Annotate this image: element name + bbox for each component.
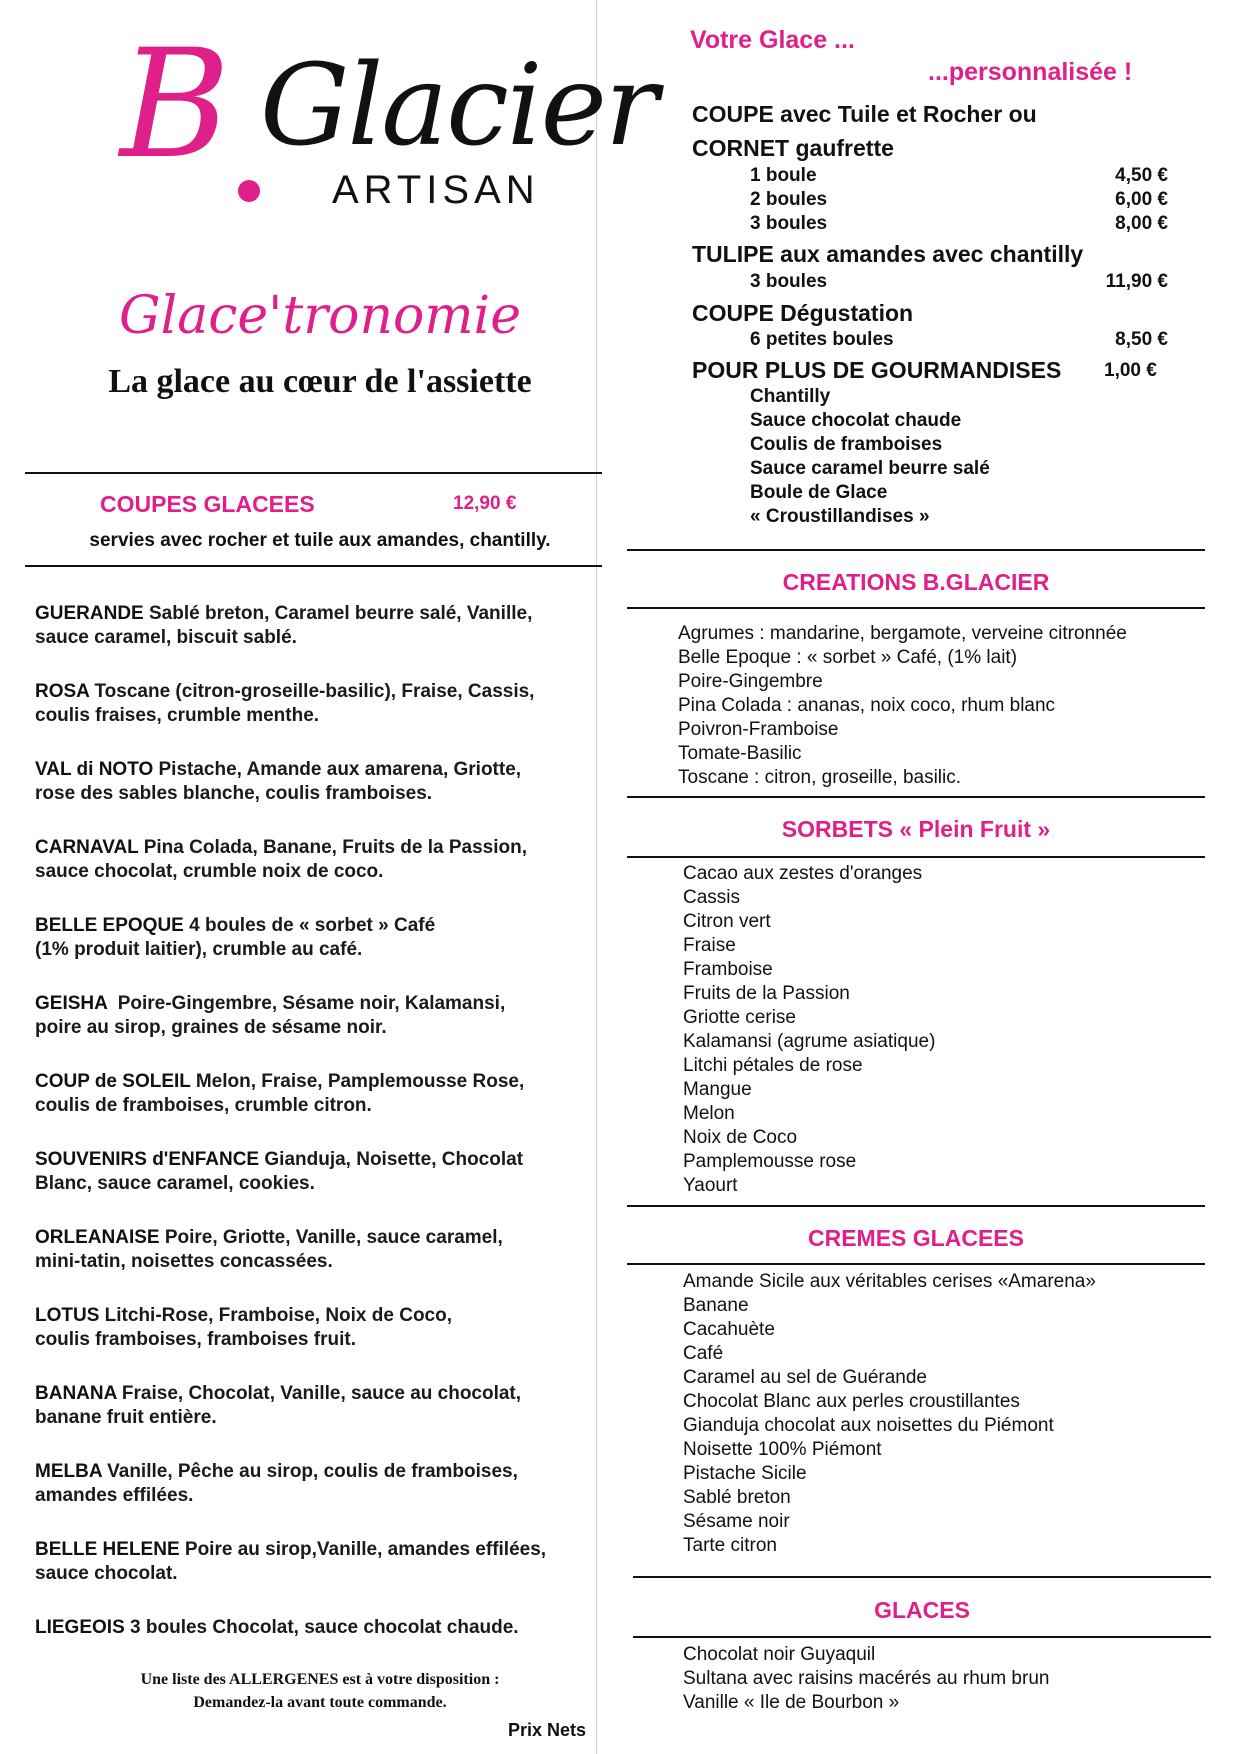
price-row [750,165,1168,187]
logo-letter-b: B [120,18,231,192]
creme-item: Noisette 100% Piémont [683,1439,882,1460]
coupe-item-line-1 [35,1304,615,1328]
creme-item: Sablé breton [683,1487,791,1508]
sorbet-item: Noix de Coco [683,1127,798,1148]
divider [627,796,1205,798]
creme-item: Chocolat Blanc aux perles croustillantes [683,1391,1020,1412]
coupe-item-line-1 [35,914,615,938]
coupe-item [35,836,615,884]
creme-item: Amande Sicile aux véritables cerises «Amarena» [683,1271,1096,1292]
coupe-item-line-1 [35,1148,615,1172]
price-row [750,271,1168,293]
coupe-item [35,1460,615,1508]
coupe-name: GEISHA [35,993,108,1014]
coupe-name: COUP de SOLEIL [35,1071,191,1092]
gourmandise-item: Coulis de framboises [750,434,943,455]
coupes-price: 12,90 € [453,493,517,514]
coupe-heading: COUPE avec Tuile et Rocher ou [692,101,1037,127]
coupe-item [35,1538,615,1586]
degustation-heading: COUPE Dégustation [692,300,914,326]
coupe-name: LIEGEOIS [35,1617,125,1638]
coupe-desc-line-2: coulis framboises, framboises fruit. [35,1329,356,1350]
coupe-name: BANANA [35,1383,117,1404]
coupe-desc-line-2: sauce chocolat, crumble noix de coco. [35,861,384,882]
coupes-title: COUPES GLACEES [100,491,315,517]
coupe-desc: 4 boules de « sorbet » Café [183,915,436,936]
coupe-item [35,1070,615,1118]
coupe-desc: Pina Colada, Banane, Fruits de la Passion, [138,837,528,858]
coupe-desc-line-2: amandes effilées. [35,1485,194,1506]
price-value: 6,00 € [1115,189,1168,210]
price-label: 3 boules [750,271,828,292]
creme-item: Caramel au sel de Guérande [683,1367,927,1388]
price-row [750,213,1168,235]
sorbet-item: Pamplemousse rose [683,1151,857,1172]
creme-item: Pistache Sicile [683,1463,807,1484]
price-value: 11,90 € [1105,271,1168,292]
logo-dot [238,180,260,202]
gourmandise-item: Sauce caramel beurre salé [750,458,990,479]
divider [627,607,1205,609]
gourmandise-item: Boule de Glace [750,482,888,503]
coupe-item-line-1 [35,602,615,626]
coupe-item [35,914,615,962]
price-value: 4,50 € [1115,165,1168,186]
glacetronomie-title: Glace'tronomie [119,286,521,346]
sorbet-item: Cacao aux zestes d'oranges [683,863,923,884]
coupe-item-line-1 [35,1616,615,1640]
sorbets-title: SORBETS « Plein Fruit » [781,816,1051,842]
cornet-heading: CORNET gaufrette [692,135,894,161]
coupe-desc: Poire, Griotte, Vanille, sauce caramel, [159,1227,503,1248]
logo-glacier: Glacier [260,41,657,171]
coupe-item-line-1 [35,836,615,860]
sorbet-item: Mangue [683,1079,752,1100]
divider [25,472,602,474]
sorbet-item: Yaourt [683,1175,738,1196]
creme-item: Gianduja chocolat aux noisettes du Piémont [683,1415,1054,1436]
gourmandises-list [750,385,990,529]
gourmandises-heading: POUR PLUS DE GOURMANDISES [692,357,1062,383]
price-label: 6 petites boules [750,329,894,350]
glaces-title: GLACES [874,1597,970,1623]
coupe-item-line-1 [35,680,615,704]
prix-nets: Prix Nets [508,1720,587,1740]
coupe-name: BELLE EPOQUE [35,915,184,936]
divider [627,549,1205,551]
coupe-item [35,602,615,650]
sorbet-item: Litchi pétales de rose [683,1055,863,1076]
creme-item: Cacahuète [683,1319,775,1340]
coupe-item-line-1 [35,758,615,782]
coupe-name: BELLE HELENE [35,1539,180,1560]
divider [633,1636,1211,1638]
sorbet-item: Fruits de la Passion [683,983,850,1004]
coupe-desc: Pistache, Amande aux amarena, Griotte, [153,759,522,780]
votre-glace-title: Votre Glace ... [690,26,855,54]
coupe-name: CARNAVAL [35,837,139,858]
divider [627,1205,1205,1207]
gourmandise-item: « Croustillandises » [750,506,930,527]
coupe-desc-line-2: sauce caramel, biscuit sablé. [35,627,297,648]
creation-item: Belle Epoque : « sorbet » Café, (1% lait) [678,647,1018,668]
coupe-item-line-1 [35,1538,615,1562]
creation-item: Tomate-Basilic [678,743,802,764]
allergens-notice [0,1668,640,1714]
coupe-item-line-1 [35,1226,615,1250]
coupe-name: ORLEANAISE [35,1227,160,1248]
cremes-title: CREMES GLACEES [808,1225,1024,1251]
sorbet-item: Citron vert [683,911,771,932]
coupe-desc-line-2: mini-tatin, noisettes concassées. [35,1251,333,1272]
coupe-name: LOTUS [35,1305,100,1326]
coupe-desc: Melon, Fraise, Pamplemousse Rose, [190,1071,525,1092]
creme-item: Tarte citron [683,1535,777,1556]
sorbets-list [683,862,935,1198]
price-label: 1 boule [750,165,817,186]
sorbet-item: Griotte cerise [683,1007,796,1028]
coupe-item-line-1 [35,992,615,1016]
coupe-desc: 3 boules Chocolat, sauce chocolat chaude. [124,1617,519,1638]
coupe-name: ROSA [35,681,90,702]
divider [25,565,602,567]
coupe-desc-line-2: coulis fraises, crumble menthe. [35,705,320,726]
gourmandise-item: Chantilly [750,386,831,407]
coupe-name: SOUVENIRS d'ENFANCE [35,1149,260,1170]
sorbet-item: Melon [683,1103,735,1124]
coupe-desc-line-2: banane fruit entière. [35,1407,217,1428]
price-value: 8,00 € [1115,213,1168,234]
creme-item: Sésame noir [683,1511,790,1532]
coupe-desc-line-2: rose des sables blanche, coulis framboises. [35,783,433,804]
coupe-desc-line-2: coulis de framboises, crumble citron. [35,1095,372,1116]
price-row [750,189,1168,211]
sorbet-item: Kalamansi (agrume asiatique) [683,1031,936,1052]
coupe-desc-line-2: poire au sirop, graines de sésame noir. [35,1017,387,1038]
creations-title: CREATIONS B.GLACIER [782,569,1050,595]
coupe-desc: Vanille, Pêche au sirop, coulis de framboises, [101,1461,518,1482]
logo-artisan: ARTISAN [332,168,540,212]
allergens-line-2: Demandez-la avant toute commande. [193,1694,447,1711]
price-row [750,329,1168,351]
coupe-item-line-1 [35,1070,615,1094]
coupe-desc: Gianduja, Noisette, Chocolat [259,1149,524,1170]
tulipe-heading: TULIPE aux amandes avec chantilly [692,241,1084,267]
sorbet-item: Framboise [683,959,773,980]
coupe-item [35,992,615,1040]
sorbet-item: Fraise [683,935,736,956]
coupe-item-line-1 [35,1460,615,1484]
coupe-desc: Sablé breton, Caramel beurre salé, Vanille, [143,603,533,624]
coupe-name: VAL di NOTO [35,759,154,780]
price-value: 8,50 € [1115,329,1168,350]
creme-item: Banane [683,1295,749,1316]
creation-item: Agrumes : mandarine, bergamote, verveine citronnée [678,623,1127,644]
divider [627,1263,1205,1265]
coupe-desc-line-2: Blanc, sauce caramel, cookies. [35,1173,315,1194]
glace-item: Sultana avec raisins macérés au rhum brun [683,1668,1050,1689]
creme-item: Café [683,1343,724,1364]
coupe-item [35,758,615,806]
tagline: La glace au cœur de l'assiette [108,363,532,400]
coupe-name: MELBA [35,1461,102,1482]
coupe-item [35,1304,615,1352]
coupes-subtitle: servies avec rocher et tuile aux amandes, chantilly. [89,530,551,551]
personnalisee-title: ...personnalisée ! [928,58,1133,86]
coupe-desc-line-2: (1% produit laitier), crumble au café. [35,939,363,960]
creations-list [678,622,1127,790]
coupe-desc: Poire au sirop,Vanille, amandes effilées, [179,1539,547,1560]
allergens-line-1: Une liste des ALLERGENES est à votre disposition : [140,1671,500,1688]
divider [627,856,1205,858]
coupe-item [35,1382,615,1430]
price-label: 3 boules [750,213,828,234]
coupe-desc: Toscane (citron-groseille-basilic), Fraise, Cassis, [89,681,535,702]
coupe-desc: Litchi-Rose, Framboise, Noix de Coco, [99,1305,453,1326]
coupe-item [35,1226,615,1274]
gourmandise-item: Sauce chocolat chaude [750,410,962,431]
coupe-item-line-1 [35,1382,615,1406]
price-label: 2 boules [750,189,828,210]
coupe-item [35,680,615,728]
coupe-desc-line-2: sauce chocolat. [35,1563,178,1584]
coupe-desc: Poire-Gingembre, Sésame noir, Kalamansi, [107,993,506,1014]
glaces-list [683,1643,1049,1715]
divider [633,1576,1211,1578]
creation-item: Poire-Gingembre [678,671,823,692]
brand-logo [60,18,657,220]
cremes-list [683,1270,1096,1558]
coupe-desc: Fraise, Chocolat, Vanille, sauce au chocolat, [116,1383,522,1404]
gourmandises-price: 1,00 € [1104,360,1157,381]
coupe-name: GUERANDE [35,603,144,624]
coupe-item [35,1616,615,1640]
coupe-item [35,1148,615,1196]
creation-item: Poivron-Framboise [678,719,839,740]
glace-item: Vanille « Ile de Bourbon » [683,1692,900,1713]
sorbet-item: Cassis [683,887,741,908]
creation-item: Pina Colada : ananas, noix coco, rhum blanc [678,695,1056,716]
creation-item: Toscane : citron, groseille, basilic. [678,767,962,788]
glace-item: Chocolat noir Guyaquil [683,1644,876,1665]
